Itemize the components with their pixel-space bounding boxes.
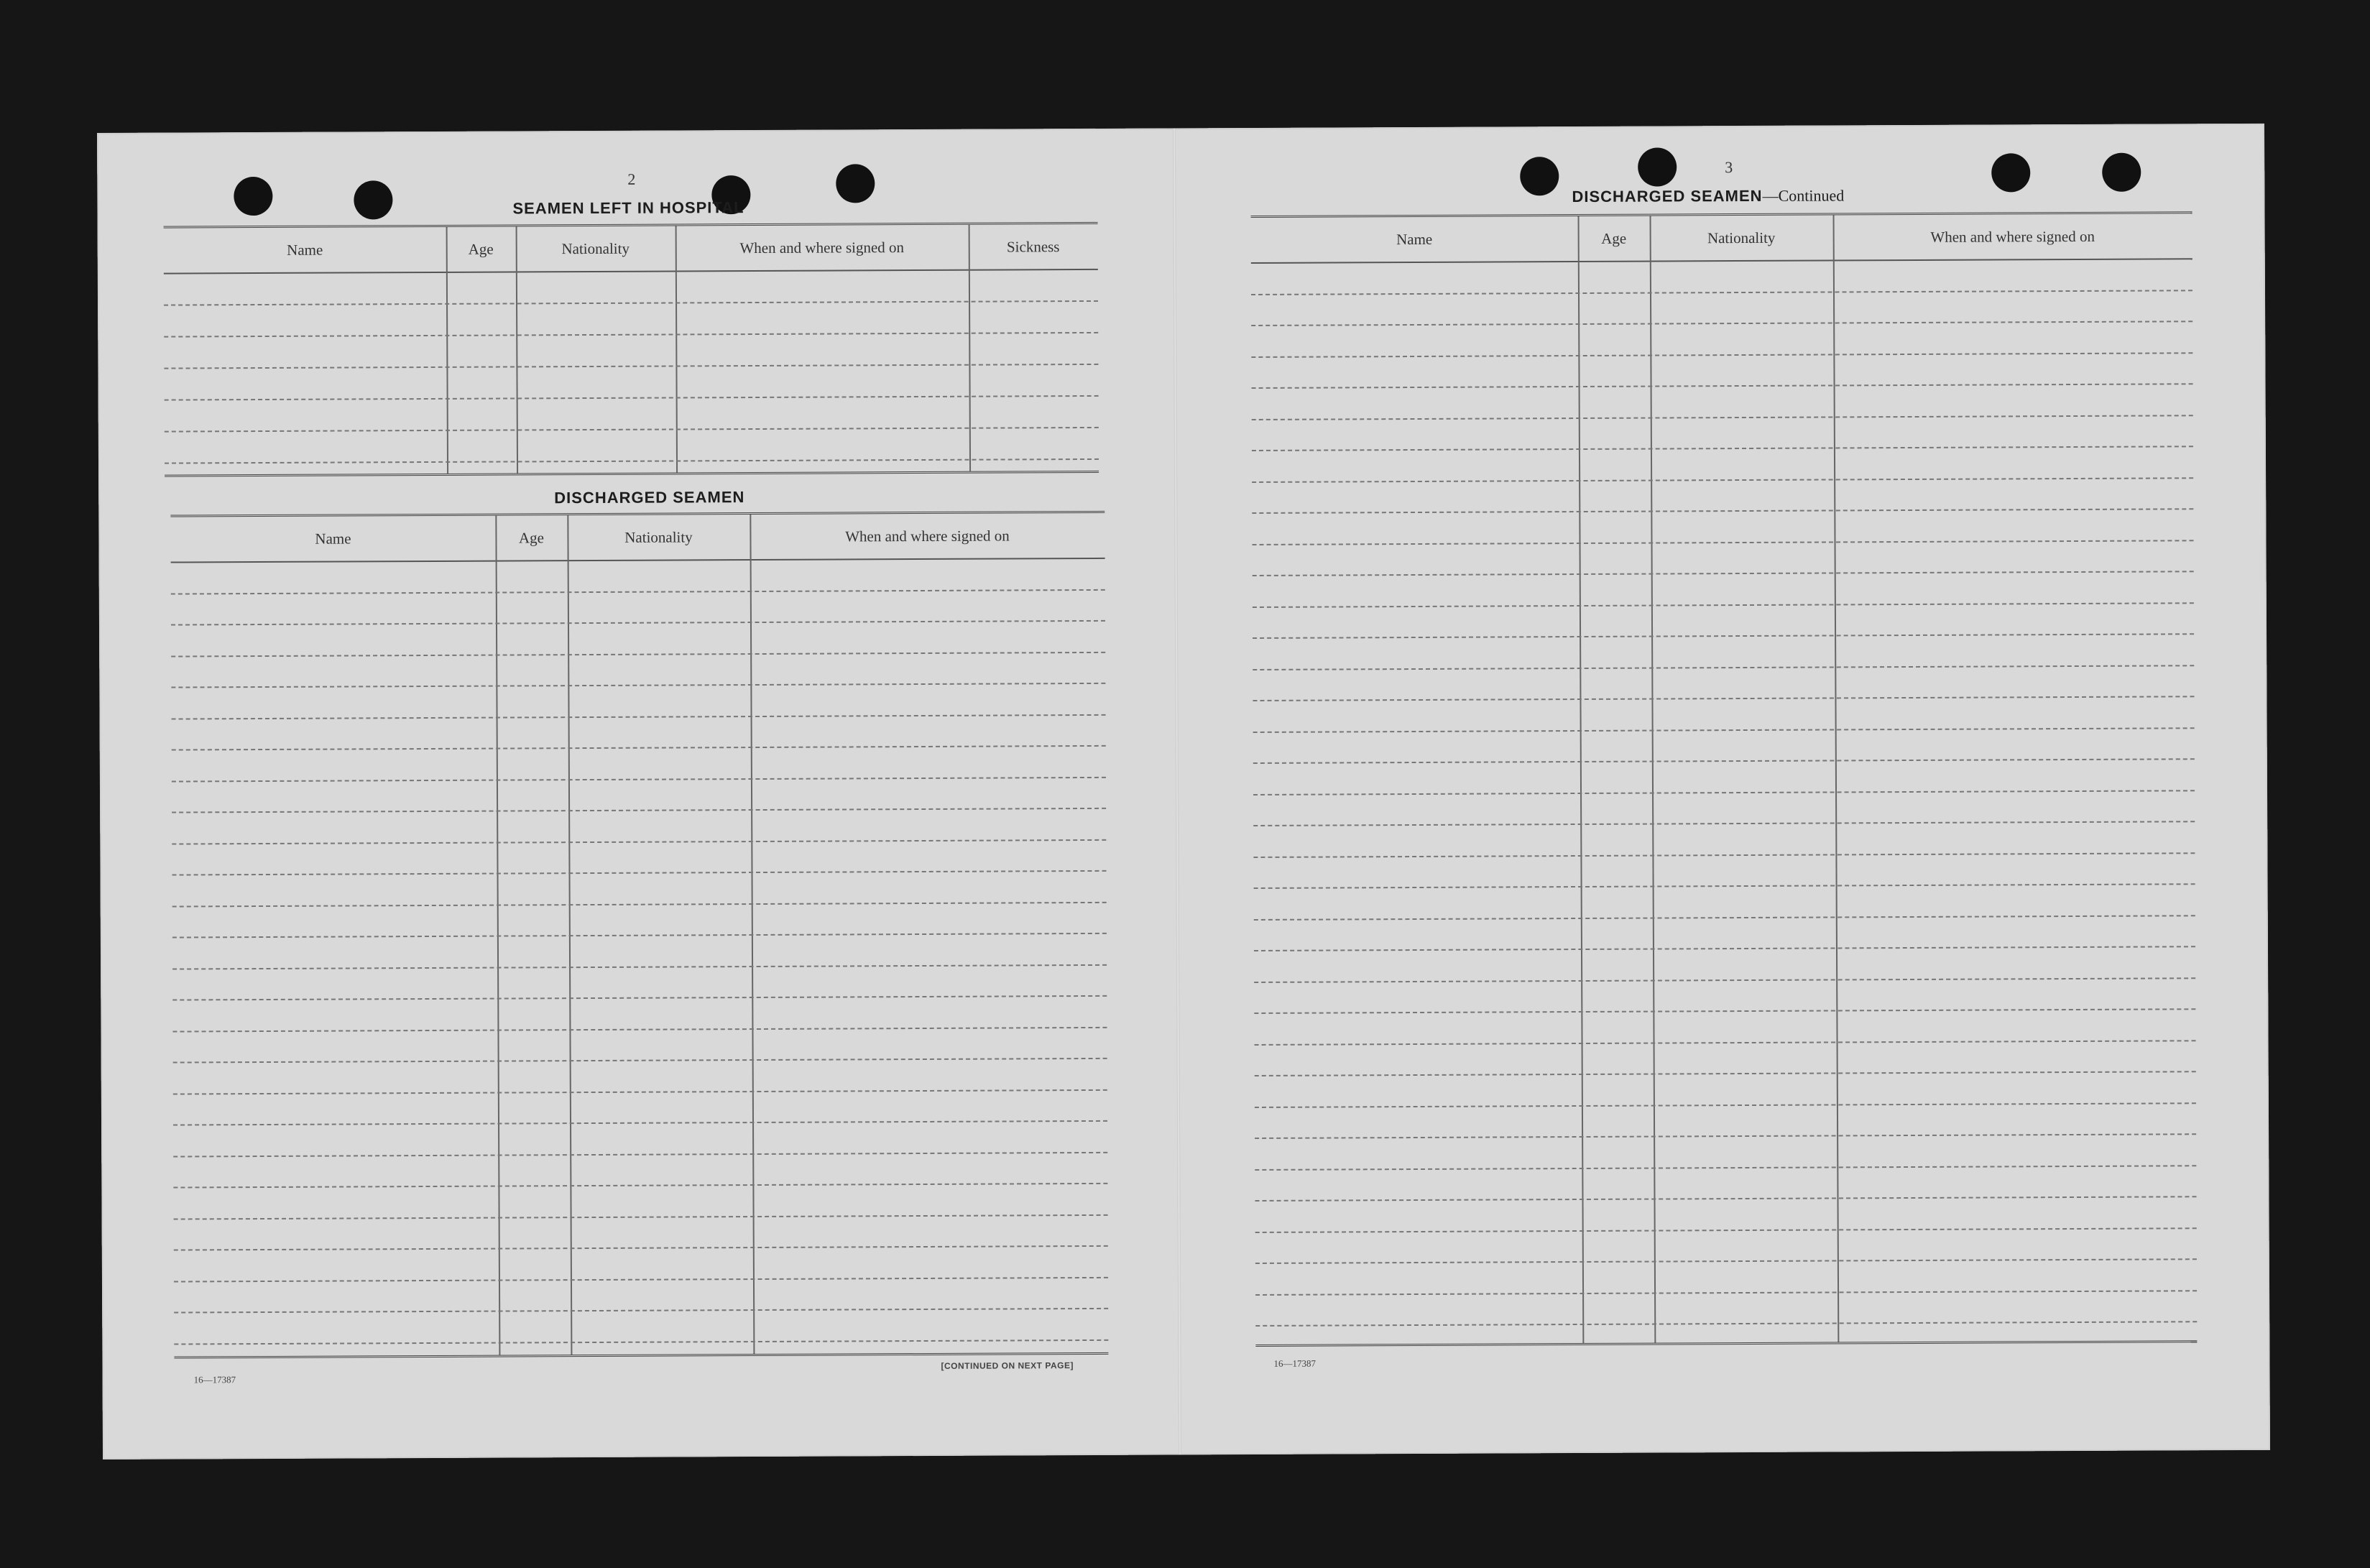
table-row[interactable] xyxy=(172,870,1107,876)
punch-hole xyxy=(2102,153,2141,192)
table-row[interactable] xyxy=(1253,758,2195,764)
table-row[interactable] xyxy=(173,1058,1107,1064)
table-row[interactable] xyxy=(1251,352,2193,358)
table-row[interactable] xyxy=(174,1214,1108,1219)
continued-note: [CONTINUED ON NEXT PAGE] xyxy=(941,1360,1074,1371)
table-row[interactable] xyxy=(1254,946,2195,951)
punch-hole xyxy=(836,164,875,203)
column-header: Name xyxy=(1396,230,1433,248)
punch-hole xyxy=(1638,147,1677,186)
table-row[interactable] xyxy=(172,839,1106,844)
column-header: When and where signed on xyxy=(845,526,1010,545)
form-code-left: 16—17387 xyxy=(193,1374,236,1385)
table-row[interactable] xyxy=(1255,1258,2197,1264)
column-header: Nationality xyxy=(1707,229,1776,246)
table-row[interactable] xyxy=(1255,1290,2197,1296)
table-bottom-rule xyxy=(1255,1340,2197,1347)
punch-hole xyxy=(354,180,392,219)
table-row[interactable] xyxy=(1252,446,2193,451)
table-row[interactable] xyxy=(1252,415,2193,420)
table-row[interactable] xyxy=(1255,1321,2197,1327)
table-row[interactable] xyxy=(1255,1040,2196,1046)
table-bottom-rule xyxy=(165,471,1099,477)
table-row[interactable] xyxy=(1254,883,2195,889)
table-row[interactable] xyxy=(172,933,1107,939)
table-row[interactable] xyxy=(1255,1102,2196,1108)
table-header xyxy=(164,224,1098,275)
table-row[interactable] xyxy=(1252,508,2193,514)
table-row[interactable] xyxy=(1254,1008,2195,1014)
punch-hole xyxy=(234,177,272,216)
table-row[interactable] xyxy=(172,995,1107,1001)
discharged-continued-title xyxy=(1572,186,1844,206)
table-row[interactable] xyxy=(172,901,1107,907)
table-row[interactable] xyxy=(174,1308,1108,1314)
table-row[interactable] xyxy=(1254,915,2195,921)
table-row[interactable] xyxy=(1252,383,2193,389)
column-header: Age xyxy=(468,240,494,258)
table-row[interactable] xyxy=(1253,790,2195,795)
punch-hole xyxy=(1520,157,1559,195)
column-header: Name xyxy=(315,529,351,548)
table-row[interactable] xyxy=(1253,571,2194,576)
column-header: When and where signed on xyxy=(739,238,905,257)
table-row[interactable] xyxy=(173,1183,1107,1189)
table-row[interactable] xyxy=(171,620,1105,626)
discharged-section-title: DISCHARGED SEAMEN xyxy=(554,488,745,507)
table-row[interactable] xyxy=(172,745,1106,751)
table-row[interactable] xyxy=(165,395,1099,401)
table-row[interactable] xyxy=(1254,977,2195,983)
table-row[interactable] xyxy=(172,776,1106,782)
table-row[interactable] xyxy=(1253,727,2195,733)
form-code-right: 16—17387 xyxy=(1273,1357,1317,1369)
table-row[interactable] xyxy=(173,1151,1107,1157)
column-header: Sickness xyxy=(1006,237,1060,255)
table-row[interactable] xyxy=(1252,477,2193,483)
table-row[interactable] xyxy=(1253,696,2194,701)
table-row[interactable] xyxy=(164,332,1098,338)
page-fold xyxy=(1173,128,1181,1454)
hospital-section-title: SEAMEN LEFT IN HOSPITAL xyxy=(512,198,744,218)
page-number-right: 3 xyxy=(1725,158,1733,177)
table-row[interactable] xyxy=(172,1026,1107,1032)
table-row[interactable] xyxy=(171,683,1105,688)
column-header: Age xyxy=(518,528,545,546)
table-row[interactable] xyxy=(171,589,1105,594)
table-row[interactable] xyxy=(172,808,1106,813)
table-row[interactable] xyxy=(172,964,1107,969)
table-bottom-rule xyxy=(174,1352,1108,1359)
discharged-continued-suffix: —Continued xyxy=(1762,186,1845,205)
hospital-table xyxy=(164,222,1099,473)
discharged-continued-title-main: DISCHARGED SEAMEN xyxy=(1572,186,1763,206)
table-row[interactable] xyxy=(165,458,1099,464)
table-row[interactable] xyxy=(174,1276,1108,1282)
table-row[interactable] xyxy=(1255,1071,2196,1076)
table-row[interactable] xyxy=(1253,665,2194,670)
table-row[interactable] xyxy=(165,427,1099,433)
table-row[interactable] xyxy=(164,300,1098,306)
table-row[interactable] xyxy=(1255,1133,2196,1139)
table-row[interactable] xyxy=(1251,290,2193,295)
table-row[interactable] xyxy=(1253,633,2194,639)
column-header: Age xyxy=(1601,229,1627,247)
table-row[interactable] xyxy=(1255,1165,2196,1171)
table-row[interactable] xyxy=(164,364,1098,369)
table-row[interactable] xyxy=(1253,852,2195,858)
table-row[interactable] xyxy=(1253,821,2195,826)
column-header: Nationality xyxy=(561,239,630,257)
table-row[interactable] xyxy=(1253,540,2194,545)
table-row[interactable] xyxy=(174,1339,1108,1345)
table-row[interactable] xyxy=(1253,602,2194,608)
table-row[interactable] xyxy=(171,651,1105,657)
table-row[interactable] xyxy=(1255,1227,2197,1233)
column-header: When and where signed on xyxy=(1930,227,2095,246)
table-row[interactable] xyxy=(172,714,1106,719)
table-row[interactable] xyxy=(1255,1196,2196,1202)
discharged-table-left xyxy=(170,511,1108,1355)
column-header: Nationality xyxy=(624,527,693,546)
table-row[interactable] xyxy=(174,1245,1108,1251)
table-row[interactable] xyxy=(1251,320,2193,326)
table-row[interactable] xyxy=(173,1120,1107,1126)
page-number-left: 2 xyxy=(627,170,636,188)
discharged-table-right xyxy=(1251,211,2198,1342)
table-header xyxy=(170,513,1105,563)
column-header: Name xyxy=(287,241,323,259)
punch-hole xyxy=(1991,153,2030,192)
table-header xyxy=(1251,213,2193,264)
table-row[interactable] xyxy=(173,1089,1107,1094)
manifest-sheet xyxy=(97,124,2270,1459)
